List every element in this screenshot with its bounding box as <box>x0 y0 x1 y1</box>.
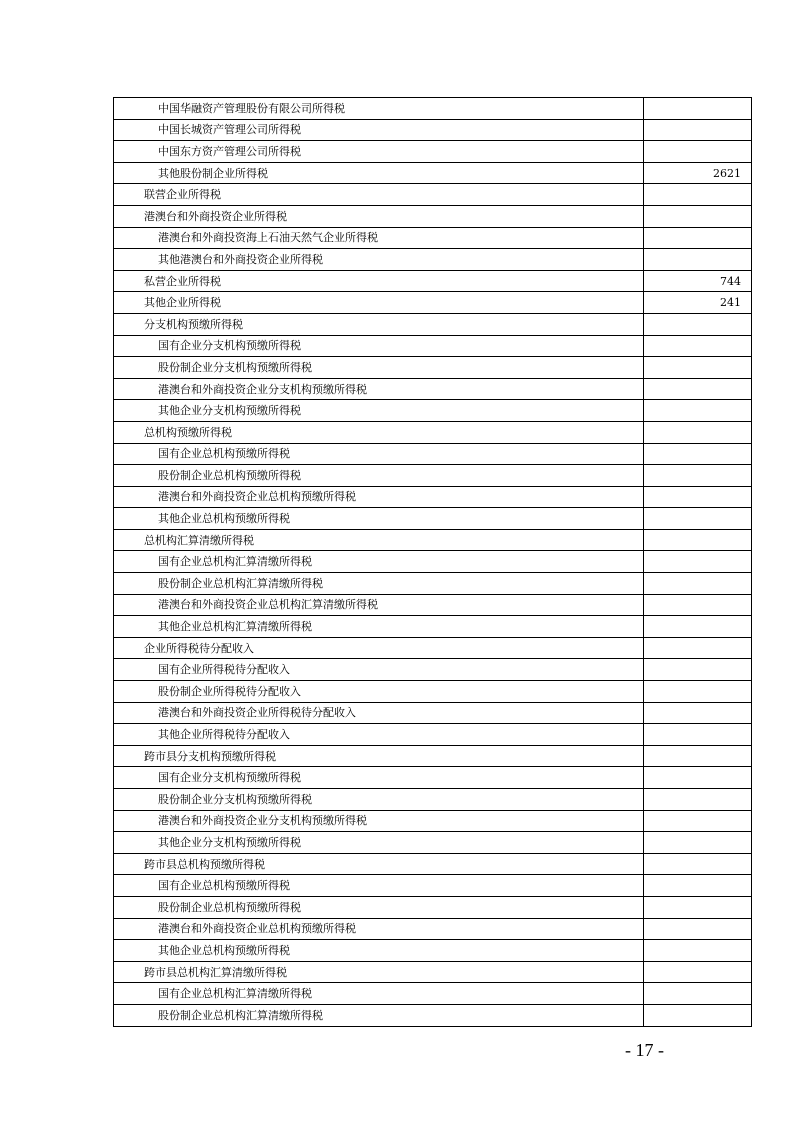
row-value <box>644 853 752 875</box>
row-value <box>644 335 752 357</box>
row-value <box>644 141 752 163</box>
row-label: 国有企业分支机构预缴所得税 <box>114 767 644 789</box>
row-label: 股份制企业总机构预缴所得税 <box>114 465 644 487</box>
table-row <box>114 400 752 422</box>
table-row <box>114 119 752 141</box>
table-row <box>114 421 752 443</box>
table-row <box>114 896 752 918</box>
row-label: 国有企业总机构汇算清缴所得税 <box>114 551 644 573</box>
table-row <box>114 616 752 638</box>
row-value <box>644 616 752 638</box>
table-row <box>114 249 752 271</box>
row-value <box>644 378 752 400</box>
row-value: 241 <box>644 292 752 314</box>
row-value <box>644 443 752 465</box>
table-row <box>114 465 752 487</box>
row-value <box>644 875 752 897</box>
table-row <box>114 227 752 249</box>
row-label: 国有企业总机构预缴所得税 <box>114 875 644 897</box>
row-value <box>644 745 752 767</box>
row-label: 股份制企业所得税待分配收入 <box>114 681 644 703</box>
row-label: 企业所得税待分配收入 <box>114 637 644 659</box>
table-row <box>114 702 752 724</box>
row-label: 国有企业分支机构预缴所得税 <box>114 335 644 357</box>
table-row <box>114 292 752 314</box>
row-value <box>644 702 752 724</box>
row-label: 股份制企业总机构预缴所得税 <box>114 896 644 918</box>
row-label: 国有企业总机构汇算清缴所得税 <box>114 983 644 1005</box>
row-label: 股份制企业分支机构预缴所得税 <box>114 789 644 811</box>
row-value <box>644 594 752 616</box>
row-label: 跨市县分支机构预缴所得税 <box>114 745 644 767</box>
table-row <box>114 745 752 767</box>
row-value <box>644 205 752 227</box>
table-row <box>114 529 752 551</box>
row-label: 私营企业所得税 <box>114 270 644 292</box>
row-label: 港澳台和外商投资企业总机构预缴所得税 <box>114 918 644 940</box>
row-value <box>644 789 752 811</box>
table-row <box>114 573 752 595</box>
table-row <box>114 918 752 940</box>
row-label: 其他港澳台和外商投资企业所得税 <box>114 249 644 271</box>
table-row <box>114 378 752 400</box>
row-value <box>644 184 752 206</box>
row-label: 港澳台和外商投资企业所得税待分配收入 <box>114 702 644 724</box>
table-row <box>114 357 752 379</box>
row-label: 分支机构预缴所得税 <box>114 313 644 335</box>
table-row <box>114 486 752 508</box>
row-value <box>644 918 752 940</box>
row-label: 国有企业总机构预缴所得税 <box>114 443 644 465</box>
row-value <box>644 529 752 551</box>
row-value <box>644 983 752 1005</box>
row-label: 港澳台和外商投资企业分支机构预缴所得税 <box>114 378 644 400</box>
row-value <box>644 681 752 703</box>
table-row <box>114 270 752 292</box>
row-label: 其他企业分支机构预缴所得税 <box>114 832 644 854</box>
row-label: 其他企业总机构预缴所得税 <box>114 508 644 530</box>
row-label: 总机构预缴所得税 <box>114 421 644 443</box>
row-value <box>644 724 752 746</box>
table-row <box>114 767 752 789</box>
row-label: 其他企业分支机构预缴所得税 <box>114 400 644 422</box>
budget-table <box>113 97 752 1027</box>
table-row <box>114 551 752 573</box>
row-value <box>644 940 752 962</box>
row-value <box>644 465 752 487</box>
table-row <box>114 98 752 120</box>
table-row <box>114 659 752 681</box>
page-number: - 17 - <box>625 1040 664 1060</box>
row-label: 港澳台和外商投资企业总机构预缴所得税 <box>114 486 644 508</box>
row-value <box>644 357 752 379</box>
table-row <box>114 961 752 983</box>
row-label: 股份制企业分支机构预缴所得税 <box>114 357 644 379</box>
row-label: 股份制企业总机构汇算清缴所得税 <box>114 573 644 595</box>
table-row <box>114 508 752 530</box>
row-label: 跨市县总机构汇算清缴所得税 <box>114 961 644 983</box>
row-value <box>644 1004 752 1026</box>
row-value <box>644 486 752 508</box>
row-value: 744 <box>644 270 752 292</box>
row-label: 其他企业所得税 <box>114 292 644 314</box>
table-row <box>114 637 752 659</box>
table-row <box>114 184 752 206</box>
row-value <box>644 767 752 789</box>
row-value <box>644 249 752 271</box>
row-value: 2621 <box>644 162 752 184</box>
row-label: 其他企业总机构汇算清缴所得税 <box>114 616 644 638</box>
budget-table-body <box>114 98 752 1027</box>
table-row <box>114 335 752 357</box>
row-value <box>644 98 752 120</box>
table-row <box>114 681 752 703</box>
table-row <box>114 443 752 465</box>
row-label: 中国长城资产管理公司所得税 <box>114 119 644 141</box>
row-value <box>644 421 752 443</box>
table-row <box>114 162 752 184</box>
row-label: 中国华融资产管理股份有限公司所得税 <box>114 98 644 120</box>
row-label: 港澳台和外商投资企业所得税 <box>114 205 644 227</box>
row-label: 其他企业所得税待分配收入 <box>114 724 644 746</box>
table-row <box>114 810 752 832</box>
row-value <box>644 400 752 422</box>
row-value <box>644 659 752 681</box>
row-value <box>644 227 752 249</box>
row-label: 港澳台和外商投资企业总机构汇算清缴所得税 <box>114 594 644 616</box>
row-label: 总机构汇算清缴所得税 <box>114 529 644 551</box>
row-value <box>644 896 752 918</box>
row-label: 中国东方资产管理公司所得税 <box>114 141 644 163</box>
table-row <box>114 983 752 1005</box>
table-row <box>114 832 752 854</box>
row-value <box>644 832 752 854</box>
table-row <box>114 940 752 962</box>
row-value <box>644 508 752 530</box>
table-row <box>114 594 752 616</box>
row-label: 港澳台和外商投资企业分支机构预缴所得税 <box>114 810 644 832</box>
table-row <box>114 789 752 811</box>
table-row <box>114 205 752 227</box>
row-value <box>644 551 752 573</box>
row-label: 港澳台和外商投资海上石油天然气企业所得税 <box>114 227 644 249</box>
row-label: 国有企业所得税待分配收入 <box>114 659 644 681</box>
row-label: 其他企业总机构预缴所得税 <box>114 940 644 962</box>
table-row <box>114 875 752 897</box>
row-label: 其他股份制企业所得税 <box>114 162 644 184</box>
table-row <box>114 853 752 875</box>
row-value <box>644 119 752 141</box>
row-label: 跨市县总机构预缴所得税 <box>114 853 644 875</box>
row-value <box>644 810 752 832</box>
table-row <box>114 141 752 163</box>
row-value <box>644 637 752 659</box>
table-row <box>114 724 752 746</box>
row-value <box>644 573 752 595</box>
row-label: 联营企业所得税 <box>114 184 644 206</box>
row-label: 股份制企业总机构汇算清缴所得税 <box>114 1004 644 1026</box>
table-row <box>114 313 752 335</box>
row-value <box>644 961 752 983</box>
table-row <box>114 1004 752 1026</box>
row-value <box>644 313 752 335</box>
